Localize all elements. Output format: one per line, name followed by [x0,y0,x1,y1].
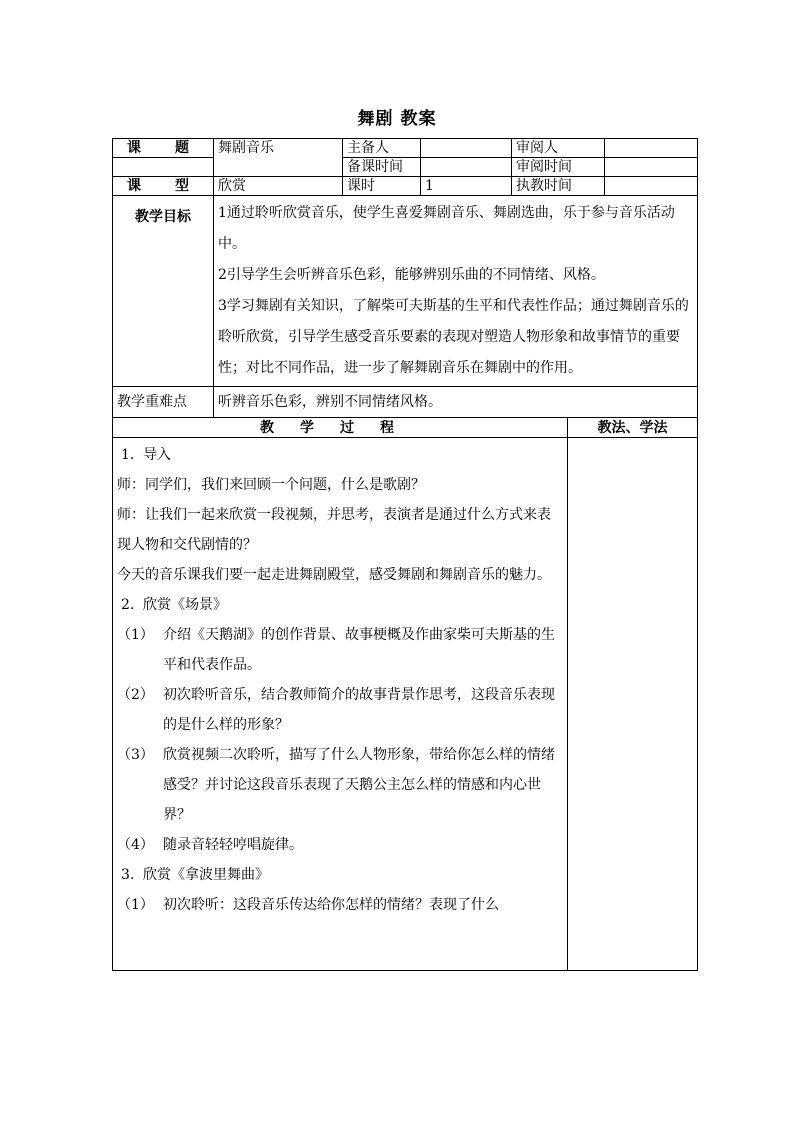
teach-time-value [604,177,697,195]
topic-label: 课 题 [113,139,214,158]
methods-content [568,438,698,971]
prep-time-value [421,158,512,177]
process-paragraph: 师：让我们一起来欣赏一段视频，并思考，表演者是通过什么方式来表现人物和交代剧情的？ [117,507,551,553]
goal-item-1: 1通过聆听欣赏音乐，使学生喜爱舞剧音乐、舞剧选曲，乐于参与音乐活动中。 [218,205,675,252]
list-item: （1） 介绍《天鹅湖》的创作背景、故事梗概及作曲家柴可夫斯基的生平和代表作品。 [117,627,555,673]
section-napoli: 3. 欣赏《拿波里舞曲》 [121,867,269,883]
list-item: （2） 初次聆听音乐，结合教师简介的故事背景作思考，这段音乐表现的是什么样的形象？ [117,687,555,733]
list-item: （3） 欣赏视频二次聆听，描写了什么人物形象，带给你怎么样的情绪感受？并讨论这段音乐表现了天鹅公主怎么样的情感和内心世界？ [117,747,555,823]
list-item: （1） 初次聆听：这段音乐传达给你怎样的情绪？表现了什么 [117,897,499,913]
section-scene: 2. 欣赏《场景》 [121,597,227,613]
reviewer-label: 审阅人 [512,139,604,157]
key-points-value: 听辨音乐色彩，辨别不同情绪风格。 [214,387,698,418]
hours-value: 1 [421,177,512,196]
review-time-value [604,158,697,176]
key-points-label: 教学重难点 [113,387,214,418]
reviewer-value [604,139,697,157]
topic-value: 舞剧音乐 [214,139,343,177]
hours-label: 课时 [343,177,421,196]
section-intro: 1. 导入 [121,447,171,463]
list-item: （4） 随录音轻轻哼唱旋律。 [117,837,303,853]
prep-time-label: 备课时间 [343,158,421,177]
teach-time-label: 执教时间 [512,177,604,195]
process-paragraph: 今天的音乐课我们要一起走进舞剧殿堂，感受舞剧和舞剧音乐的魅力。 [117,567,551,583]
type-value: 欣赏 [214,177,343,196]
type-label: 课 型 [113,177,214,196]
goal-item-2: 2引导学生会听辨音乐色彩，能够辨别乐曲的不同情绪、风格。 [218,267,605,283]
document-title: 舞剧 教案 [357,109,437,129]
lesson-plan-table [112,138,697,971]
goal-item-3: 3学习舞剧有关知识，了解柴可夫斯基的生平和代表性作品；通过舞剧音乐的聆听欣赏，引导学生感受音乐要素的表现对塑造人物形象和故事情节的重要性；对比不同作品，进一步了解舞剧音乐在舞剧中的作用。 [218,298,689,376]
methods-header: 教法、学法 [568,418,698,438]
process-header: 教学过程 [113,418,568,438]
goals-content [214,196,698,387]
process-content [113,438,568,971]
preparer-label: 主备人 [343,139,421,158]
process-paragraph: 师：同学们，我们来回顾一个问题，什么是歌剧？ [117,477,425,493]
review-time-label: 审阅时间 [512,158,604,176]
preparer-value [421,139,512,158]
goals-label: 教学目标 [113,196,214,387]
